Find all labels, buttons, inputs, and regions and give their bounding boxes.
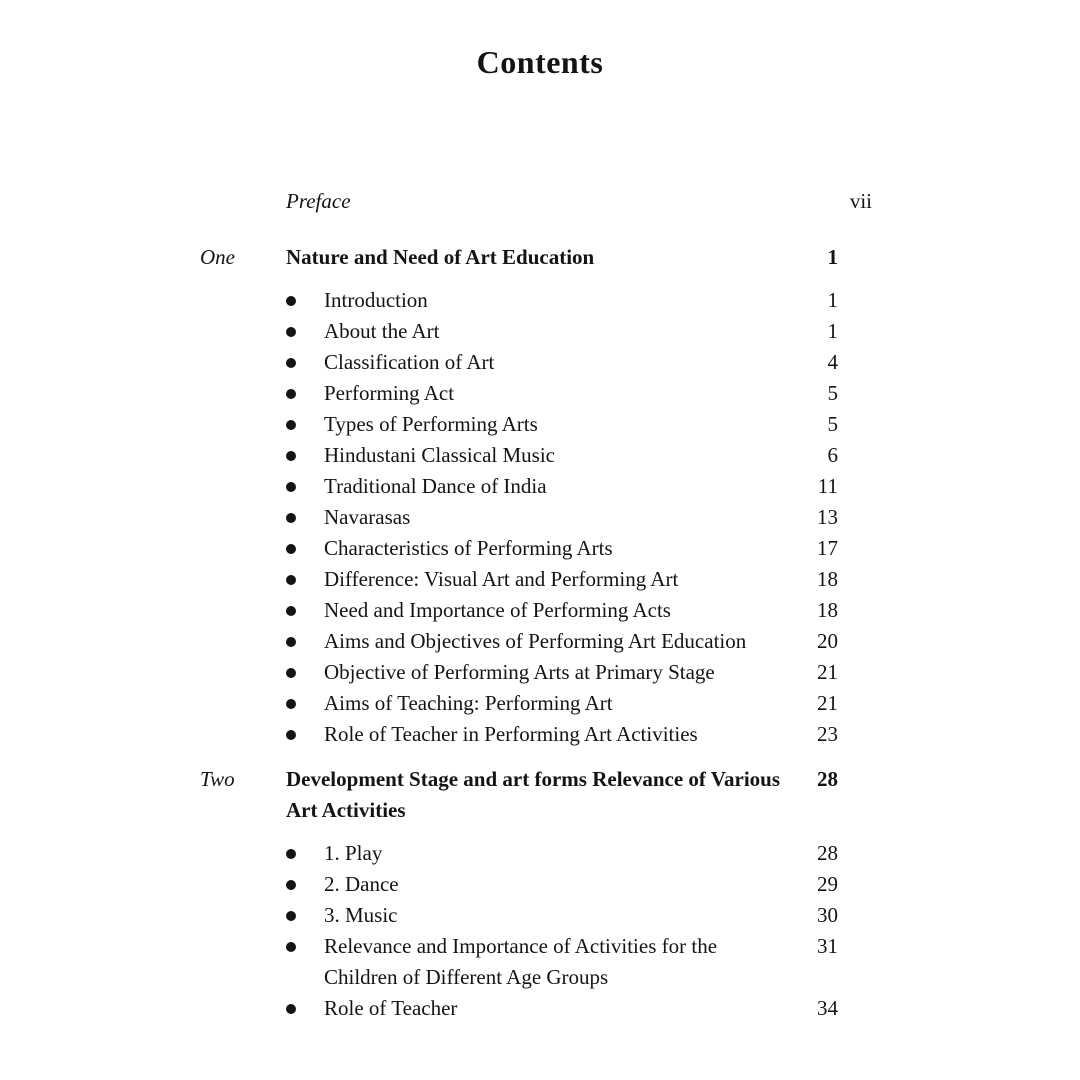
bullet-icon [286, 730, 296, 740]
toc-item-label: Types of Performing Arts [324, 412, 538, 436]
chapter-page-number: 1 [827, 245, 838, 269]
toc-item-page: 23 [817, 722, 838, 746]
toc-content [200, 186, 872, 1038]
bullet-icon [286, 575, 296, 585]
toc-item-page: 4 [827, 350, 838, 374]
bullet-icon [286, 513, 296, 523]
bullet-icon [286, 637, 296, 647]
toc-item [200, 316, 872, 347]
toc-item-page: 21 [817, 691, 838, 715]
preface-page-number: vii [849, 189, 872, 213]
toc-item [200, 595, 872, 626]
toc-item-page: 6 [827, 443, 838, 467]
toc-item-label: Role of Teacher [324, 996, 458, 1020]
chapter-one-items [200, 285, 872, 750]
bullet-icon [286, 451, 296, 461]
toc-item-page: 20 [817, 629, 838, 653]
toc-item-page: 18 [817, 567, 838, 591]
toc-item-label: Classification of Art [324, 350, 495, 374]
toc-item-label: About the Art [324, 319, 440, 343]
toc-item-label: Traditional Dance of India [324, 474, 547, 498]
preface-label: Preface [286, 189, 351, 213]
toc-item-label: Objective of Performing Arts at Primary Stage [324, 660, 715, 684]
toc-item-page: 21 [817, 660, 838, 684]
preface-row [200, 186, 872, 217]
toc-item-page: 34 [817, 996, 838, 1020]
toc-item-page: 30 [817, 903, 838, 927]
chapter-title: Nature and Need of Art Education [286, 245, 595, 269]
bullet-icon [286, 544, 296, 554]
chapter-number: Two [200, 767, 235, 791]
chapter-title: Development Stage and art forms Relevance of Various Art Activities [286, 767, 781, 822]
bullet-icon [286, 358, 296, 368]
toc-item-page: 5 [827, 381, 838, 405]
toc-item [200, 533, 872, 564]
toc-item [200, 869, 872, 900]
bullet-icon [286, 880, 296, 890]
toc-item-label: Navarasas [324, 505, 411, 529]
toc-item [200, 564, 872, 595]
toc-item-page: 31 [817, 934, 838, 958]
toc-item [200, 378, 872, 409]
toc-item [200, 347, 872, 378]
toc-item-page: 29 [817, 872, 838, 896]
toc-item [200, 285, 872, 316]
toc-item [200, 626, 872, 657]
toc-item-label: Aims of Teaching: Performing Art [324, 691, 613, 715]
toc-item-label: 3. Music [324, 903, 398, 927]
toc-item [200, 688, 872, 719]
chapter-number: One [200, 245, 235, 269]
toc-item [200, 900, 872, 931]
bullet-icon [286, 1004, 296, 1014]
toc-item-page: 1 [827, 288, 838, 312]
toc-item-page: 11 [817, 474, 838, 498]
toc-item-label: Relevance and Importance of Activities for the Children of Different Age Groups [324, 934, 718, 989]
bullet-icon [286, 668, 296, 678]
toc-item [200, 931, 872, 993]
toc-item [200, 838, 872, 869]
toc-item-label: Need and Importance of Performing Acts [324, 598, 671, 622]
toc-item [200, 719, 872, 750]
toc-item [200, 440, 872, 471]
page-title: Contents [476, 44, 604, 80]
chapter-page-number: 28 [817, 767, 838, 791]
toc-item-label: Introduction [324, 288, 428, 312]
bullet-icon [286, 389, 296, 399]
toc-item-label: Characteristics of Performing Arts [324, 536, 613, 560]
toc-item-page: 1 [827, 319, 838, 343]
toc-item [200, 409, 872, 440]
chapter-two-heading [200, 764, 872, 826]
bullet-icon [286, 327, 296, 337]
bullet-icon [286, 482, 296, 492]
toc-item [200, 993, 872, 1024]
bullet-icon [286, 942, 296, 952]
toc-item-label: 1. Play [324, 841, 383, 865]
toc-item-label: Role of Teacher in Performing Art Activities [324, 722, 698, 746]
bullet-icon [286, 606, 296, 616]
toc-item-page: 18 [817, 598, 838, 622]
toc-item-page: 13 [817, 505, 838, 529]
toc-item-label: 2. Dance [324, 872, 399, 896]
toc-item-label: Aims and Objectives of Performing Art Education [324, 629, 747, 653]
toc-item [200, 502, 872, 533]
chapter-two-items [200, 838, 872, 1024]
bullet-icon [286, 699, 296, 709]
bullet-icon [286, 911, 296, 921]
toc-item-page: 5 [827, 412, 838, 436]
toc-item [200, 657, 872, 688]
bullet-icon [286, 296, 296, 306]
chapter-one-heading [200, 242, 872, 273]
bullet-icon [286, 849, 296, 859]
toc-item-label: Performing Act [324, 381, 455, 405]
toc-item [200, 471, 872, 502]
toc-item-page: 28 [817, 841, 838, 865]
toc-item-page: 17 [817, 536, 838, 560]
toc-item-label: Difference: Visual Art and Performing Art [324, 567, 679, 591]
bullet-icon [286, 420, 296, 430]
toc-item-label: Hindustani Classical Music [324, 443, 555, 467]
